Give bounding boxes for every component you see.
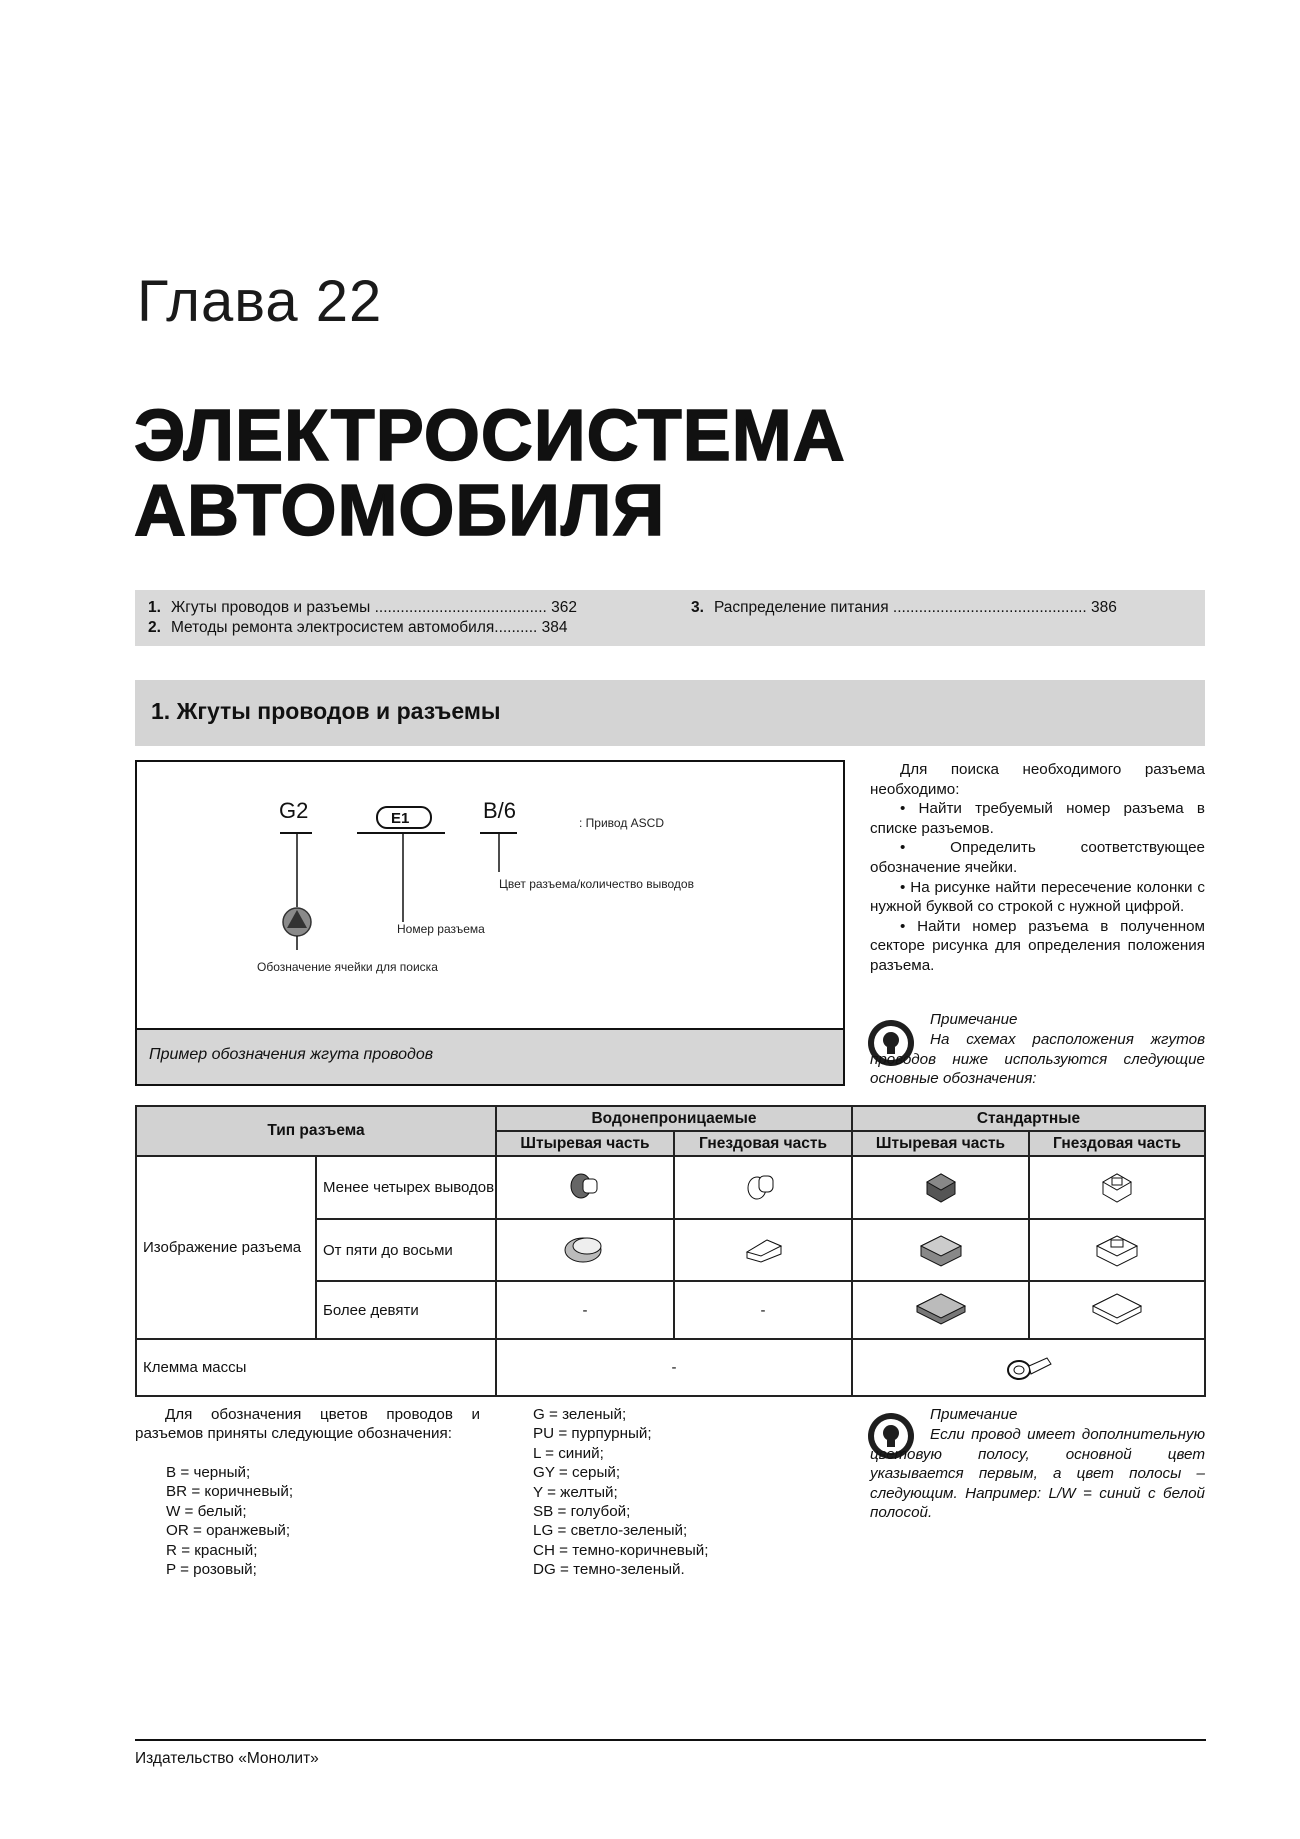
color-codes-right [533, 1405, 708, 1580]
standard-socket-small-icon [1095, 1168, 1139, 1204]
grid-cell-icon [283, 908, 311, 950]
ascd-label: : Привод ASCD [579, 816, 664, 830]
color-codes-intro: Для обозначения цветов проводов и разъемов приняты следующие обозначения: [135, 1406, 480, 1443]
color-code: GY = серый; [533, 1464, 621, 1482]
standard-pin-large-icon [913, 1288, 969, 1328]
ring-terminal-icon [999, 1346, 1059, 1386]
search-instructions [870, 760, 1205, 976]
header-waterproof: Водонепроницаемые [496, 1106, 852, 1131]
toc-num: 3. [691, 599, 704, 616]
color-code: SB = голубой; [533, 1503, 631, 1521]
color-code: OR = оранжевый; [166, 1522, 291, 1540]
dash-cell: - [496, 1339, 852, 1396]
toc-text: Методы ремонта электросистем автомобиля.......... 384 [170, 619, 568, 636]
section-title: 1. Жгуты проводов и разъемы [151, 698, 501, 724]
connector-types-table [135, 1105, 1206, 1397]
toc-text: Распределение питания ............................................. 386 [713, 599, 1117, 616]
header-socket-waterproof: Гнездовая часть [674, 1131, 852, 1156]
header-pin-waterproof: Штыревая часть [496, 1131, 674, 1156]
row-label-ground: Клемма массы [136, 1339, 496, 1396]
waterproof-pin-medium-icon [559, 1228, 611, 1268]
search-bullet-3: • На рисунке найти пересечение колонки с нужной буквой со строкой с нужной цифрой. [870, 878, 1205, 916]
table-row [136, 1339, 1205, 1396]
search-intro: Для поиска необходимого разъема необходимо: [870, 761, 1205, 798]
waterproof-socket-medium-icon [737, 1228, 789, 1268]
title-line-1: ЭЛЕКТРОСИСТЕМА [134, 396, 846, 476]
search-bullet-2: • Определить соответствующее обозначение ячейки. [870, 839, 1205, 876]
standard-pin-medium-icon [915, 1228, 967, 1268]
table-of-contents [135, 590, 1205, 646]
color-code: DG = темно-зеленый. [533, 1561, 685, 1579]
color-code: L = синий; [533, 1444, 604, 1462]
dash-cell: - [674, 1281, 852, 1339]
color-code: G = зеленый; [533, 1406, 627, 1423]
color-code: CH = темно-коричневый; [533, 1541, 709, 1559]
waterproof-socket-small-icon [741, 1168, 785, 1204]
standard-pin-small-icon [919, 1168, 963, 1204]
note-1-text: На схемах расположения жгутов проводов ниже используются следующие основные обозначения: [870, 1031, 1205, 1088]
row-label-lt4: Менее четырех выводов [316, 1156, 496, 1219]
color-code: W = белый; [166, 1502, 247, 1520]
color-count-label: Цвет разъема/количество выводов [499, 877, 694, 891]
dash-cell: - [496, 1281, 674, 1339]
b6-code: B/6 [483, 798, 517, 823]
color-codes-left [166, 1463, 293, 1579]
publisher-footer: Издательство «Монолит» [135, 1750, 319, 1767]
header-pin-standard: Штыревая часть [852, 1131, 1029, 1156]
search-bullet-1: • Найти требуемый номер разъема в списке разъемов. [870, 800, 1205, 837]
color-code: B = черный; [166, 1464, 251, 1481]
toc-item-1[interactable] [148, 599, 577, 617]
e1-code: E1 [391, 810, 410, 827]
header-socket-standard: Гнездовая часть [1029, 1131, 1205, 1156]
color-code: PU = пурпурный; [533, 1425, 652, 1443]
figure-caption-bar [137, 1028, 843, 1084]
title-line-2: АВТОМОБИЛЯ [134, 471, 666, 551]
row-label-image: Изображение разъема [136, 1156, 316, 1339]
grid-cell-label: Обозначение ячейки для поиска [257, 960, 438, 974]
color-code: LG = светло-зеленый; [533, 1522, 688, 1540]
footer-divider [135, 1739, 1206, 1741]
harness-figure [135, 760, 845, 1086]
standard-socket-large-icon [1089, 1288, 1145, 1328]
toc-num: 2. [148, 619, 161, 636]
g2-code: G2 [279, 798, 309, 823]
toc-item-2[interactable] [148, 619, 568, 637]
row-label-gt9: Более девяти [316, 1281, 496, 1339]
toc-item-3[interactable] [691, 599, 1117, 617]
color-code: BR = коричневый; [166, 1483, 294, 1501]
toc-num: 1. [148, 599, 161, 616]
section-header [135, 680, 1205, 746]
search-bullet-4: • Найти номер разъема в полученном секторе рисунка для определения положения разъема. [870, 917, 1205, 974]
note-2-text: Если провод имеет дополнительную цветовую полосу, основной цвет указывается первым, а цвет полосы – следующим. Например: L/W = синий с белой полосой. [870, 1426, 1205, 1522]
color-code: P = розовый; [166, 1561, 257, 1579]
note-1-title: Примечание [930, 1011, 1018, 1028]
note-2-title: Примечание [930, 1406, 1018, 1423]
waterproof-pin-small-icon [563, 1168, 607, 1204]
connector-number-label: Номер разъема [397, 922, 485, 936]
toc-text: Жгуты проводов и разъемы ........................................ 362 [170, 599, 578, 616]
header-type: Тип разъема [136, 1106, 496, 1156]
figure-caption: Пример обозначения жгута проводов [149, 1046, 434, 1063]
color-code: R = красный; [166, 1541, 258, 1559]
color-code: Y = желтый; [533, 1483, 618, 1501]
table-row [136, 1156, 1205, 1219]
standard-socket-medium-icon [1091, 1228, 1143, 1268]
header-standard: Стандартные [852, 1106, 1205, 1131]
row-label-5to8: От пяти до восьми [316, 1219, 496, 1281]
chapter-label: Глава 22 [137, 269, 383, 334]
